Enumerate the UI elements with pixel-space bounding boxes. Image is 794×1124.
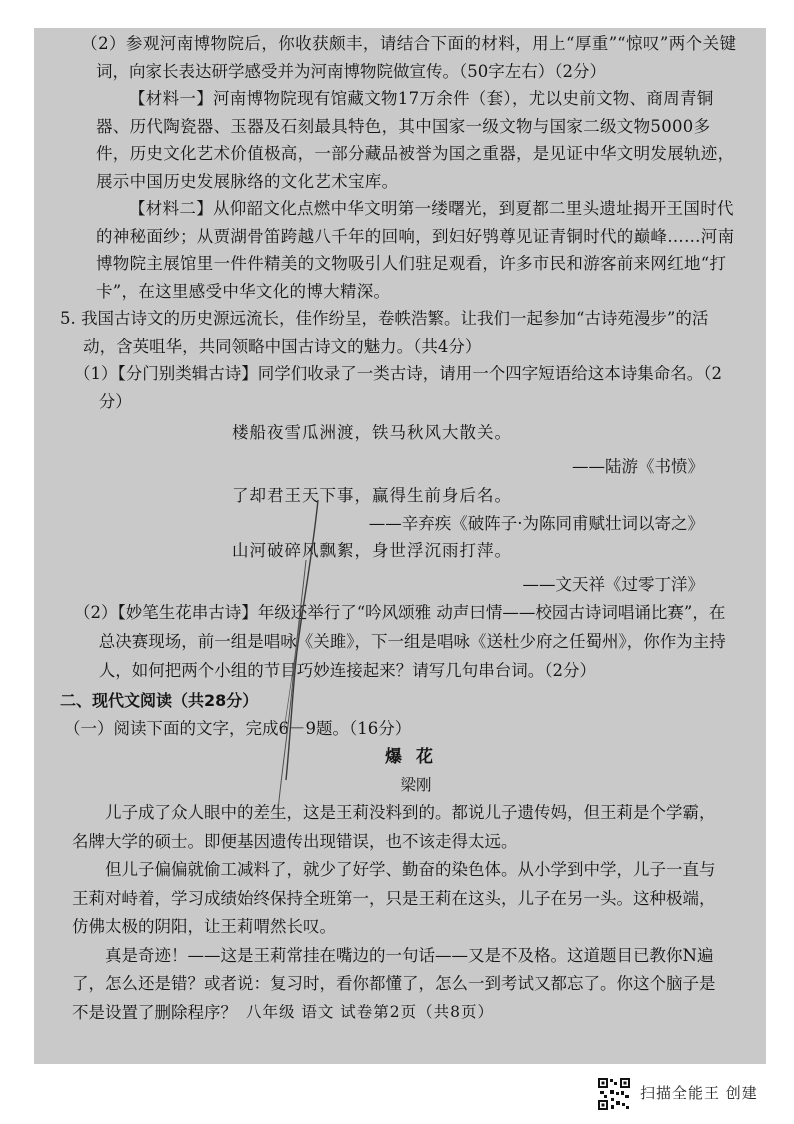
material-1: 【材料一】河南博物院现有馆藏文物17万余件（套），尤以史前文物、商周青铜器、历代陶瓷器、玉器及石刻最具特色，其中国家一级文物与国家二级文物5000多件，历史文化艺术价值极高，一部分藏品被誉为国之重器，是见证中华文明发展轨迹，展示中国历史发展脉络的文化艺术宝库。 (96, 89, 735, 191)
article-author: 梁刚 (400, 775, 432, 794)
poem-line-2: 了却君王天下事，赢得生前身后名。 (232, 486, 512, 505)
poem-source-1: ——陆游《书愤》 (572, 456, 704, 476)
reading-instruction: （一）阅读下面的文字，完成6－9题。（16分） (64, 718, 412, 738)
exam-content (60, 30, 736, 1027)
story-paragraph-1: 儿子成了众人眼中的差生，这是王莉没料到的。都说儿子遗传妈，但王莉是个学霸，名牌大学的硕士。即便基因遗传出现错误，也不该走得太远。 (72, 803, 716, 851)
q5-part2: （2）【妙笔生花串古诗】年级还举行了“吟风颂雅 动声曰情——校园古诗词唱诵比赛”，在总决赛现场，前一组是唱咏《关雎》，下一组是唱咏《送杜少府之任蜀州》，你作为主持人，如何把两个小组的节目巧妙连接起来？请写几句串台词。（2分） (74, 603, 726, 680)
q4-part2: （2）参观河南博物院后，你收获颇丰，请结合下面的材料，用上“厚重”“惊叹”两个关键词，向家长表达研学感受并为河南博物院做宣传。（50字左右）（2分） (81, 34, 736, 81)
q5-part1: （1）【分门别类辑古诗】同学们收录了一类古诗，请用一个四字短语给这本诗集命名。（2分） (74, 364, 722, 411)
poem-line-3: 山河破碎风飘絮，身世浮沉雨打萍。 (232, 541, 512, 560)
scanner-watermark: 扫描全能王 创建 (640, 1084, 758, 1102)
poem-source-3: ——文天祥《过零丁洋》 (522, 574, 704, 594)
page-footer: 八年级 语文 试卷第2页（共8页） (245, 1003, 495, 1021)
poem-line-1: 楼船夜雪瓜洲渡，铁马秋风大散关。 (232, 423, 512, 442)
poem-source-2: ——辛弃疾《破阵子·为陈同甫赋壮词以寄之》 (368, 513, 704, 533)
qr-code-icon (597, 1077, 631, 1111)
material-2: 【材料二】从仰韶文化点燃中华文明第一缕曙光，到夏都二里头遗址揭开王国时代的神秘面纱；从贾湖骨笛跨越八千年的回响，到妇好鸮尊见证青铜时代的巅峰……河南博物院主展馆里一件件精美的文物吸引人们驻足观看，许多市民和游客前来网红地“打卡”，在这里感受中华文化的博大精深。 (96, 199, 735, 301)
section-heading: 二、现代文阅读（共28分） (60, 691, 259, 710)
article-title: 爆花 (385, 747, 447, 767)
story-paragraph-3: 真是奇迹！——这是王莉常挂在嘴边的一句话——又是不及格。这道题目已教你N遍了，怎么还是错？或者说：复习时，看你都懂了，怎么一到考试又都忘了。你这个脑子是不是设置了删除程序？ (72, 945, 716, 1022)
story-paragraph-2: 但儿子偏偏就偷工减料了，就少了好学、勤奋的染色体。从小学到中学，儿子一直与王莉对峙着，学习成绩始终保持全班第一，只是王莉在这头，儿子在另一头。这种极端，仿佛太极的阴阳，让王莉喟然长叹。 (72, 860, 716, 936)
q5-stem: 5. 我国古诗文的历史源远流长，佳作纷呈，卷帙浩繁。让我们一起参加“古诗苑漫步”的活动，含英咀华，共同领略中国古诗文的魅力。（共4分） (60, 309, 709, 356)
poem-collection (36, 419, 736, 598)
